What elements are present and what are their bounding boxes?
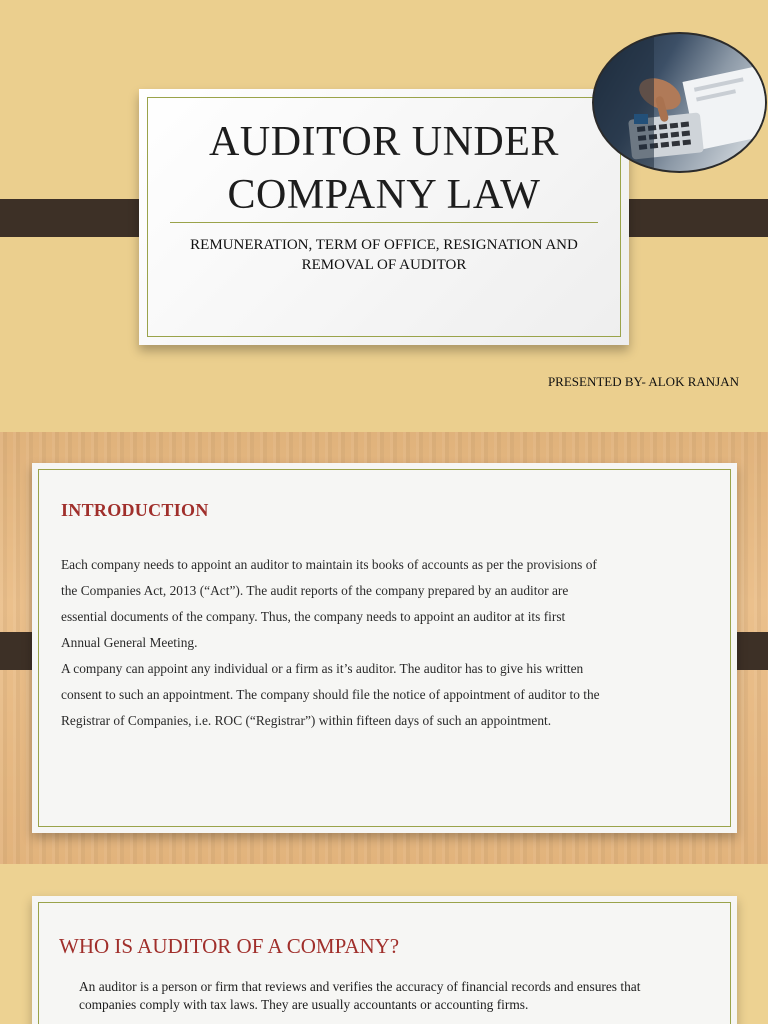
presenter-credit: PRESENTED BY- ALOK RANJAN [547, 374, 739, 389]
slide-subtitle: REMUNERATION, TERM OF OFFICE, RESIGNATION AND REMOVAL OF AUDITOR [190, 237, 578, 273]
calculator-photo-icon [592, 32, 767, 173]
introduction-heading: INTRODUCTION [61, 500, 209, 520]
introduction-paragraph: Each company needs to appoint an auditor to maintain its books of accounts as per the provisions of the Companies Act, 2013 (“Act”). The audit reports of the company prepared by an auditor are essential documents of the company. Thus, the company needs to appoint an auditor at its first Annual General Meeting. [61, 557, 597, 650]
who-is-auditor-body: An auditor is a person or firm that reviews and verifies the accuracy of financial records and ensures that companies comply with tax laws. They are usually accountants or accounting firms. [79, 979, 641, 1012]
decorative-band-right [612, 199, 768, 237]
introduction-slide [0, 432, 768, 864]
who-is-auditor-slide [0, 864, 768, 1024]
slide-title: AUDITOR UNDER COMPANY LAW [209, 119, 559, 218]
decorative-band-left [0, 199, 156, 237]
who-is-auditor-card-border [38, 902, 731, 1024]
title-card-border [147, 97, 621, 337]
introduction-paragraph: A company can appoint any individual or a firm as it’s auditor. The auditor has to give his written consent to such an appointment. The company should file the notice of appointment of auditor to the Registrar of Companies, i.e. ROC (“Registrar”) within fifteen days of such an appointment. [61, 661, 600, 728]
introduction-card [32, 463, 737, 833]
introduction-card-border [38, 469, 731, 827]
who-is-auditor-heading: WHO IS AUDITOR OF A COMPANY? [59, 934, 400, 958]
who-is-auditor-card [32, 896, 737, 1024]
title-slide [0, 0, 768, 432]
title-card [139, 89, 629, 345]
title-divider [170, 222, 598, 223]
introduction-body [61, 552, 601, 734]
